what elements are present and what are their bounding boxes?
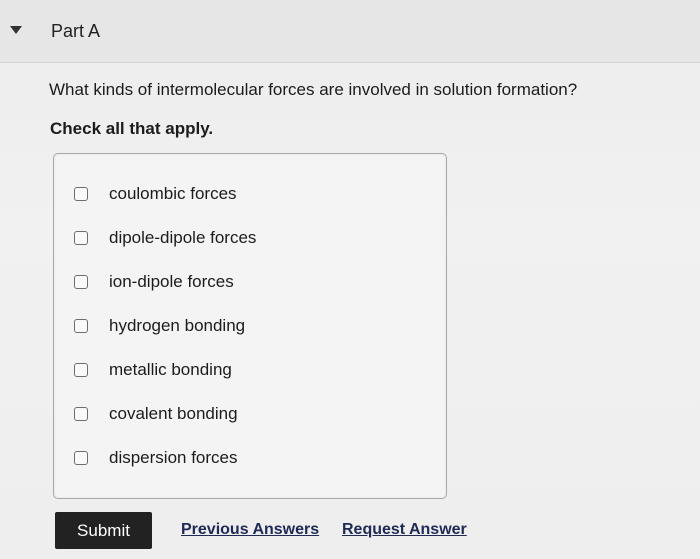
- request-answer-link[interactable]: Request Answer: [342, 521, 467, 538]
- instruction-text: Check all that apply.: [50, 119, 214, 138]
- triangle-down-icon[interactable]: [10, 26, 22, 34]
- checkbox[interactable]: [74, 407, 88, 421]
- option-metallic-bonding[interactable]: [74, 357, 232, 383]
- part-title: Part A: [51, 21, 101, 41]
- option-label: hydrogen bonding: [109, 316, 246, 335]
- submit-button[interactable]: Submit: [55, 512, 152, 549]
- option-coulombic-forces[interactable]: [74, 181, 237, 207]
- part-header[interactable]: [0, 0, 700, 63]
- option-covalent-bonding[interactable]: [74, 401, 238, 427]
- previous-answers-link[interactable]: Previous Answers: [181, 521, 320, 538]
- option-dipole-dipole-forces[interactable]: [74, 225, 256, 251]
- option-label: metallic bonding: [109, 360, 232, 379]
- option-label: coulombic forces: [109, 184, 237, 203]
- option-label: ion-dipole forces: [109, 272, 234, 291]
- checkbox[interactable]: [74, 451, 88, 465]
- option-label: dipole-dipole forces: [109, 228, 257, 247]
- option-label: covalent bonding: [109, 404, 238, 423]
- checkbox[interactable]: [74, 319, 88, 333]
- checkbox[interactable]: [74, 231, 88, 245]
- option-hydrogen-bonding[interactable]: [74, 313, 245, 339]
- checkbox[interactable]: [74, 187, 88, 201]
- checkbox[interactable]: [74, 363, 88, 377]
- option-ion-dipole-forces[interactable]: [74, 269, 234, 295]
- option-dispersion-forces[interactable]: [74, 445, 238, 471]
- question-text: What kinds of intermolecular forces are involved in solution formation?: [49, 80, 578, 99]
- options-list: [53, 153, 447, 499]
- checkbox[interactable]: [74, 275, 88, 289]
- option-label: dispersion forces: [109, 448, 238, 467]
